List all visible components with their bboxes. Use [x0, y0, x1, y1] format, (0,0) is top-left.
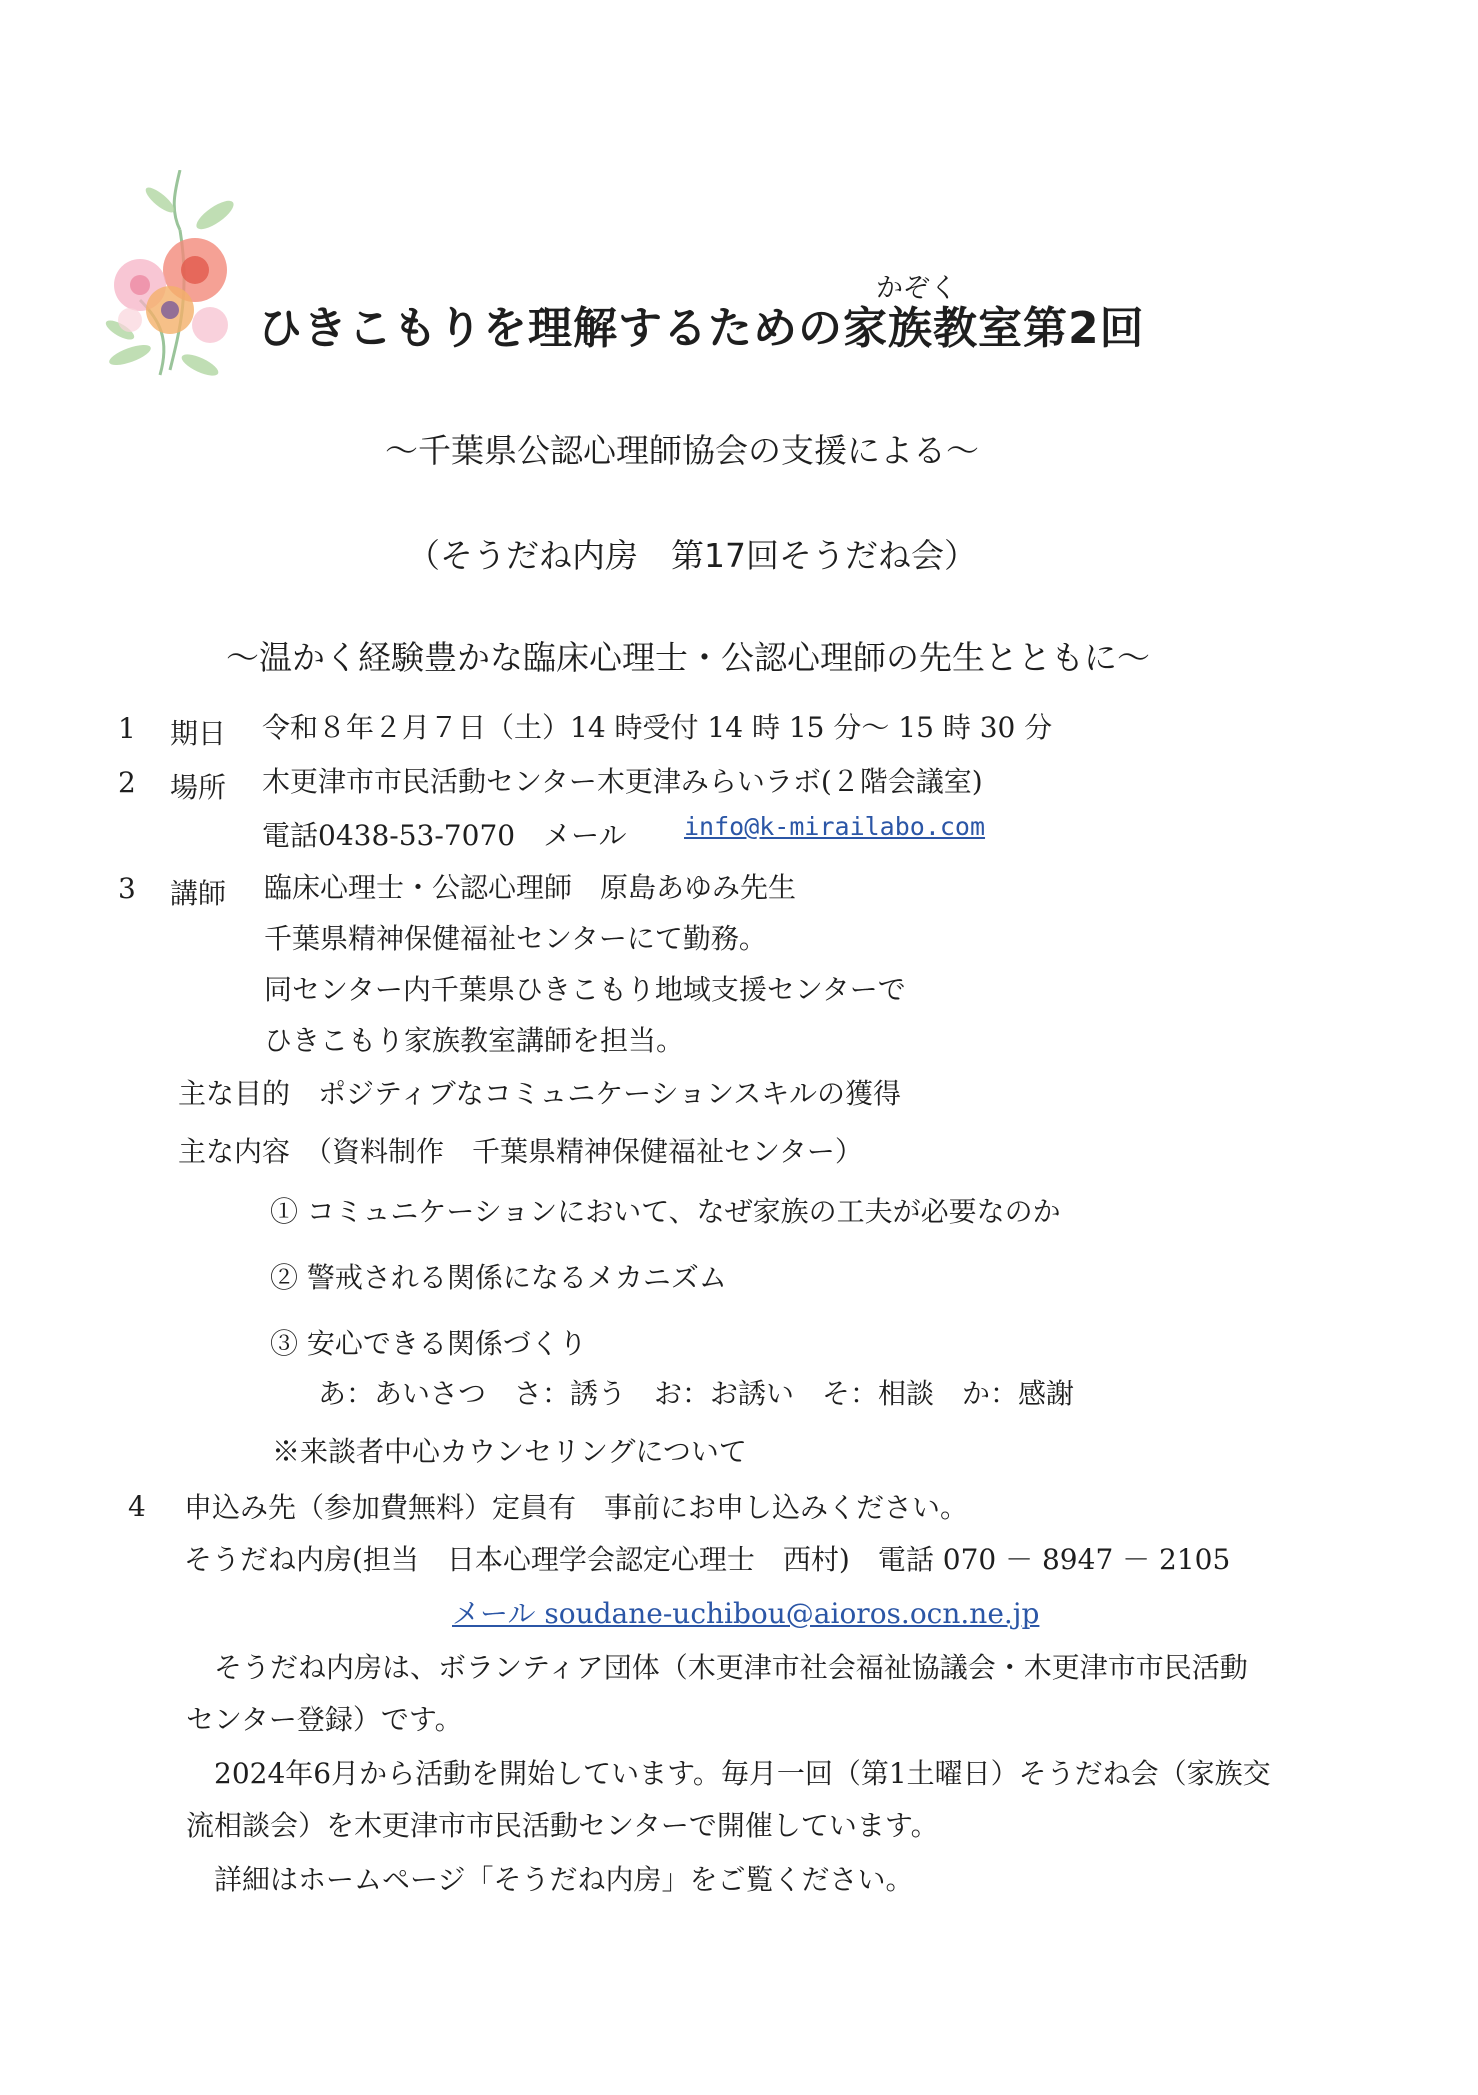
- content-point: ② 警戒される関係になるメカニズム: [270, 1261, 727, 1294]
- item2-label: 場所: [170, 771, 227, 804]
- keywords-line: あ：あいさつ さ：誘う お：お誘い そ：相談 か：感謝: [318, 1377, 1075, 1410]
- footer-line: そうだね内房は、ボランティア団体（木更津市社会福祉協議会・木更津市市民活動: [214, 1651, 1248, 1684]
- note-line: ※来談者中心カウンセリングについて: [272, 1435, 747, 1468]
- item1-label: 期日: [170, 717, 227, 750]
- item1-date: 令和８年２月７日（土）14 時受付 14 時 15 分～ 15 時 30 分: [262, 711, 1053, 744]
- lecturer-line: 千葉県精神保健福祉センターにて勤務。: [264, 922, 767, 955]
- item1-number: 1: [118, 712, 136, 745]
- content-point: ① コミュニケーションにおいて、なぜ家族の工夫が必要なのか: [270, 1195, 1061, 1228]
- lecturer-line: 同センター内千葉県ひきこもり地域支援センターで: [264, 973, 906, 1006]
- subtitle-meeting: （そうだね内房 第17回そうだね会）: [407, 536, 977, 575]
- footer-line: 詳細はホームページ「そうだね内房」をご覧ください。: [214, 1863, 914, 1896]
- item3-label: 講師: [170, 877, 227, 910]
- lecturer-line: 臨床心理士・公認心理師 原島あゆみ先生: [264, 871, 797, 904]
- subtitle-teachers: ～温かく経験豊かな臨床心理士・公認心理師の先生とともに～: [226, 638, 1150, 677]
- footer-line: センター登録）です。: [186, 1703, 463, 1736]
- flower-bouquet-icon: [100, 170, 260, 385]
- main-purpose: 主な目的 ポジティブなコミュニケーションスキルの獲得: [178, 1077, 901, 1110]
- item3-number: 3: [118, 872, 136, 905]
- item4-email-link[interactable]: メール soudane-uchibou@aioros.ocn.ne.jp: [452, 1597, 1040, 1630]
- item4-number: 4: [128, 1490, 146, 1523]
- item2-place: 木更津市市民活動センター木更津みらいラボ(２階会議室): [262, 765, 983, 798]
- item2-phone: 電話0438-53-7070 メール: [262, 819, 627, 852]
- footer-line: 流相談会）を木更津市市民活動センターで開催しています。: [186, 1809, 939, 1842]
- item4-contact: そうだね内房(担当 日本心理学会認定心理士 西村) 電話 070 － 8947 － 2105: [184, 1543, 1231, 1576]
- page-title: ひきこもりを理解するための家族教室第2回: [258, 303, 1145, 354]
- footer-line: 2024年6月から活動を開始しています。毎月一回（第1土曜日）そうだね会（家族交: [214, 1757, 1271, 1790]
- content-point: ③ 安心できる関係づくり: [270, 1327, 587, 1360]
- item2-email-link[interactable]: info@k-mirailabo.com: [684, 812, 986, 841]
- subtitle-support: ～千葉県公認心理師協会の支援による～: [385, 431, 979, 470]
- item2-number: 2: [118, 766, 136, 799]
- item4-apply: 申込み先（参加費無料）定員有 事前にお申し込みください。: [184, 1491, 969, 1524]
- lecturer-line: ひきこもり家族教室講師を担当。: [264, 1024, 685, 1057]
- main-content: 主な内容 （資料制作 千葉県精神保健福祉センター）: [178, 1135, 863, 1168]
- title-ruby: かぞく: [876, 273, 957, 304]
